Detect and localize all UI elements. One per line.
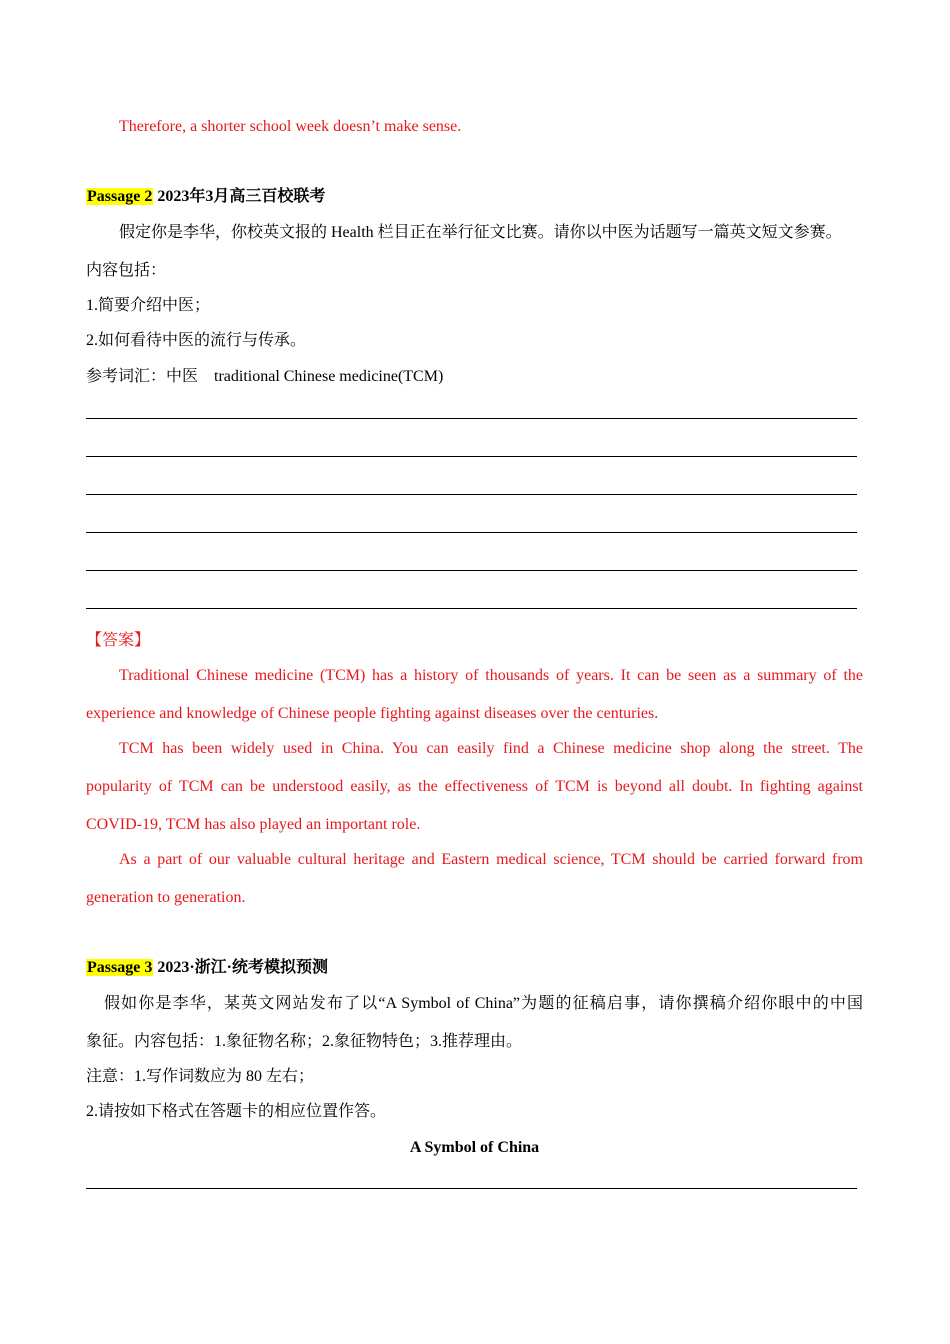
answer-para3-line1: As a part of our valuable cultural heritage and Eastern medical science, TCM should be carried forward from xyxy=(119,851,863,868)
passage2-heading xyxy=(86,187,863,207)
passage3-note2: 2.请按如下格式在答题卡的相应位置作答。 xyxy=(86,1103,387,1120)
passage3-heading xyxy=(86,958,863,978)
passage1-conclusion: Therefore, a shorter school week doesn’t make sense. xyxy=(119,118,462,135)
answer-para2-line1: TCM has been widely used in China. You can easily find a Chinese medicine shop along the street. The xyxy=(119,740,863,757)
passage2-label: Passage 2 xyxy=(87,188,153,205)
passage3-note1: 注意：1.写作词数应为 80 左右； xyxy=(86,1068,315,1085)
essay-title: A Symbol of China xyxy=(409,1139,540,1156)
answer-para2-line3: COVID-19, TCM has also played an important role. xyxy=(86,816,421,833)
writing-line xyxy=(86,494,857,495)
passage3-prompt-line1: 假如你是李华，某英文网站发布了以“A Symbol of China”为题的征稿启事，请你撰稿介绍你眼中的中国 xyxy=(104,995,863,1012)
writing-line xyxy=(86,456,857,457)
writing-line xyxy=(86,608,857,609)
passage3-prompt-line2: 象征。内容包括：1.象征物名称；2.象征物特色；3.推荐理由。 xyxy=(86,1033,523,1050)
writing-line xyxy=(86,570,857,571)
answer-para2-line2: popularity of TCM can be understood easily, as the effectiveness of TCM is beyond all doubt. In fighting against xyxy=(86,778,863,795)
writing-line xyxy=(86,1188,857,1189)
passage3-label: Passage 3 xyxy=(87,959,153,976)
passage2-content-title: 内容包括： xyxy=(86,262,167,279)
passage3-source: 2023·浙江·统考模拟预测 xyxy=(157,959,329,976)
writing-line xyxy=(86,532,857,533)
passage2-point1: 1.简要介绍中医； xyxy=(86,297,211,314)
passage2-source: 2023年3月高三百校联考 xyxy=(157,188,326,205)
passage2-point2: 2.如何看待中医的流行与传承。 xyxy=(86,332,307,349)
answer-para1-line2: experience and knowledge of Chinese people fighting against diseases over the centuries. xyxy=(86,705,659,722)
answer-label: 【答案】 xyxy=(86,632,151,649)
writing-line xyxy=(86,418,857,419)
answer-para3-line2: generation to generation. xyxy=(86,889,246,906)
passage2-prompt: 假定你是李华，你校英文报的 Health 栏目正在举行征文比赛。请你以中医为话题写一篇英文短文参赛。 xyxy=(119,224,842,241)
answer-para1-line1: Traditional Chinese medicine (TCM) has a history of thousands of years. It can be seen as a summary of the xyxy=(119,667,863,684)
passage2-vocab: 参考词汇：中医 traditional Chinese medicine(TCM) xyxy=(86,368,444,385)
